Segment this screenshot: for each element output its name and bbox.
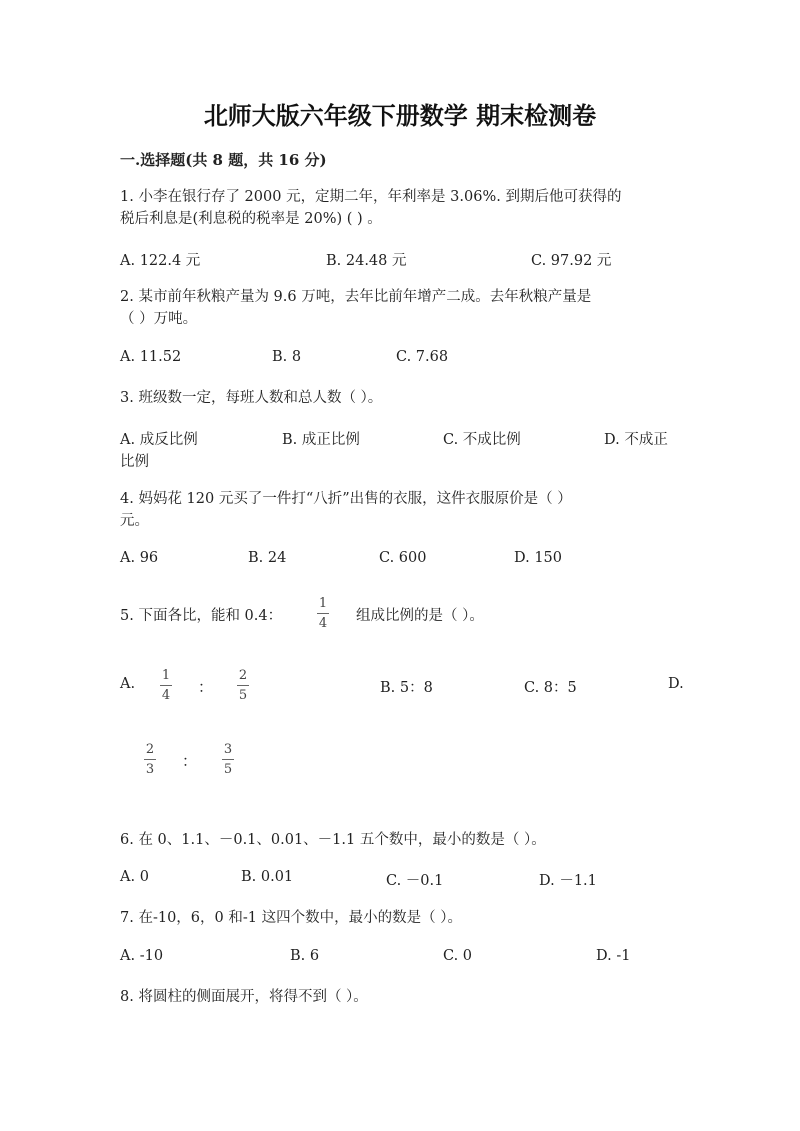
question-7-option-b: B. 6 bbox=[290, 948, 320, 964]
question-2 bbox=[120, 286, 591, 330]
fraction-numerator: 2 bbox=[238, 668, 248, 683]
question-7 bbox=[120, 907, 462, 929]
question-2-option-b: B. 8 bbox=[272, 349, 302, 365]
fraction-bar bbox=[222, 759, 234, 760]
question-5-option-d-label: D. bbox=[668, 676, 684, 692]
ratio-colon: ： bbox=[182, 752, 198, 770]
fraction-numerator: 2 bbox=[145, 742, 155, 757]
question-1-text-line2: 税后利息是(利息税的税率是 20%) ( ) 。 bbox=[120, 211, 382, 227]
fraction-bar bbox=[237, 685, 249, 686]
question-3-text-line1: 3. 班级数一定，每班人数和总人数（ ）。 bbox=[120, 390, 383, 406]
fraction-denominator: 3 bbox=[145, 762, 155, 777]
question-1-text-line1: 1. 小李在银行存了 2000 元，定期二年，年利率是 3.06%. 到期后他可获得的 bbox=[120, 189, 622, 205]
question-5-text-after: 组成比例的是（ ）。 bbox=[356, 608, 484, 624]
question-6 bbox=[120, 829, 546, 851]
question-7-option-d: D. -1 bbox=[596, 948, 631, 964]
question-3-option-c: C. 不成比例 bbox=[443, 432, 521, 448]
question-2-text-line1: 2. 某市前年秋粮产量为 9.6 万吨，去年比前年增产二成。去年秋粮产量是 bbox=[120, 289, 592, 305]
question-5-option-c: C. 8：5 bbox=[524, 680, 577, 696]
question-4-option-c: C. 600 bbox=[379, 550, 427, 566]
question-7-text-line1: 7. 在-10，6，0 和-1 这四个数中，最小的数是（ ）。 bbox=[120, 910, 462, 926]
fraction-bar bbox=[317, 613, 329, 614]
question-3-option-b: B. 成正比例 bbox=[282, 432, 360, 448]
question-3 bbox=[120, 387, 382, 409]
fraction-denominator: 4 bbox=[318, 616, 328, 631]
fraction-numerator: 1 bbox=[161, 668, 171, 683]
question-3-option-d-wrap: 比例 bbox=[120, 454, 149, 470]
fraction-bar bbox=[160, 685, 172, 686]
question-6-option-c: C. －0.1 bbox=[386, 873, 444, 889]
question-4-text-line2: 元。 bbox=[120, 513, 149, 529]
question-8-text-line1: 8. 将圆柱的侧面展开，将得不到（ ）。 bbox=[120, 989, 368, 1005]
question-7-option-c: C. 0 bbox=[443, 948, 473, 964]
fraction-denominator: 5 bbox=[223, 762, 233, 777]
question-2-option-a: A. 11.52 bbox=[120, 349, 182, 365]
question-4-text-line1: 4. 妈妈花 120 元买了一件打“八折”出售的衣服，这件衣服原价是（ ） bbox=[120, 491, 572, 507]
question-4 bbox=[120, 488, 572, 532]
question-2-text-line2: （ ）万吨。 bbox=[120, 311, 198, 327]
section-heading: 一.选择题(共 8 题，共 16 分) bbox=[120, 151, 327, 169]
fraction-bar bbox=[144, 759, 156, 760]
question-5-option-d-fraction-2 bbox=[222, 742, 234, 777]
question-5-option-a-fraction-1 bbox=[160, 668, 172, 703]
question-5-fraction bbox=[317, 596, 329, 631]
question-8 bbox=[120, 986, 368, 1008]
question-6-text-line1: 6. 在 0、1.1、－0.1、0.01、－1.1 五个数中，最小的数是（ ）。 bbox=[120, 832, 546, 848]
question-5-option-a-fraction-2 bbox=[237, 668, 249, 703]
question-4-option-d: D. 150 bbox=[514, 550, 563, 566]
question-5-option-d-fraction-1 bbox=[144, 742, 156, 777]
question-2-option-c: C. 7.68 bbox=[396, 349, 449, 365]
question-3-option-d: D. 不成正 bbox=[604, 432, 668, 448]
page-title: 北师大版六年级下册数学 期末检测卷 bbox=[203, 101, 597, 130]
ratio-colon: ： bbox=[198, 678, 214, 696]
question-4-option-a: A. 96 bbox=[120, 550, 159, 566]
question-6-option-d: D. －1.1 bbox=[539, 873, 597, 889]
question-5-option-b: B. 5：8 bbox=[380, 680, 433, 696]
question-1-option-c: C. 97.92 元 bbox=[531, 253, 612, 269]
question-1-option-b: B. 24.48 元 bbox=[326, 253, 407, 269]
fraction-denominator: 5 bbox=[238, 688, 248, 703]
fraction-denominator: 4 bbox=[161, 688, 171, 703]
question-4-option-b: B. 24 bbox=[248, 550, 287, 566]
question-5-option-a-label: A. bbox=[120, 676, 136, 692]
question-7-option-a: A. -10 bbox=[120, 948, 164, 964]
question-3-option-a: A. 成反比例 bbox=[120, 432, 198, 448]
question-5-text-before: 5. 下面各比，能和 0.4： bbox=[120, 608, 283, 624]
question-6-option-a: A. 0 bbox=[120, 869, 149, 885]
question-1-option-a: A. 122.4 元 bbox=[120, 253, 201, 269]
fraction-numerator: 3 bbox=[223, 742, 233, 757]
question-6-option-b: B. 0.01 bbox=[241, 869, 294, 885]
question-1 bbox=[120, 186, 621, 230]
fraction-numerator: 1 bbox=[318, 596, 328, 611]
